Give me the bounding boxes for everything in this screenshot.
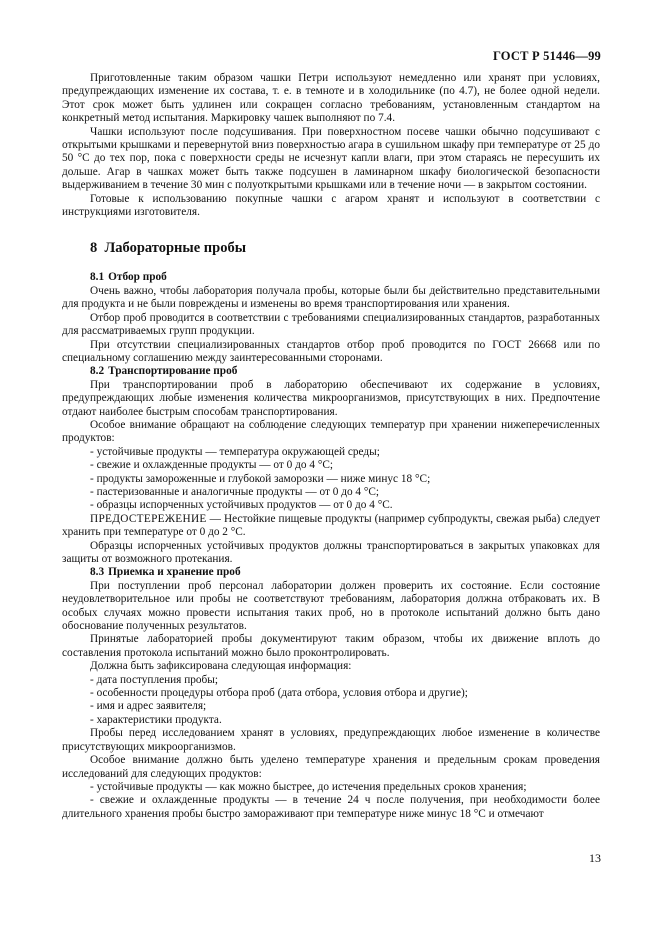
paragraph: Готовые к использованию покупные чашки с агаром хранят и используют в соответствии с инструкциями изготовителя. (62, 192, 600, 219)
warning-paragraph (62, 513, 600, 540)
paragraph: Должна быть зафиксирована следующая информация: (90, 660, 352, 673)
paragraph: При транспортировании проб в лабораторию обеспечивают их содержание в условиях, предупреждающих любые изменения количества микроорганизмов, присутствующих в них. Предпочтение отдают наиболее быстрым способам транспортирования. (62, 378, 600, 418)
subsection-title: Транспортирование проб (108, 365, 238, 378)
subsection-number: 8.1 (90, 271, 105, 284)
subsection-heading-8-1 (62, 271, 600, 284)
paragraph: Очень важно, чтобы лаборатория получала пробы, которые были бы действительно представительными для продукта и не были повреждены и изменены во время транспортирования или хранения. (62, 284, 600, 311)
subsection-number: 8.3 (90, 566, 105, 579)
list-item: - имя и адрес заявителя; (90, 700, 207, 713)
list-item: - образцы испорченных устойчивых продуктов — от 0 до 4 °С. (90, 499, 393, 512)
list-item: - пастеризованные и аналогичные продукты — от 0 до 4 °С; (90, 485, 380, 498)
paragraph: Отбор проб проводится в соответствии с требованиями специализированных стандартов, разработанных для рассматриваемых групп продукции. (62, 311, 600, 338)
list-item: - свежие и охлажденные продукты — от 0 до 4 °С; (90, 459, 334, 472)
subsection-heading-8-3 (62, 566, 600, 579)
paragraph: Особое внимание должно быть уделено температуре хранения и предельным срокам проведения исследований для следующих продуктов: (62, 754, 600, 780)
list-item: - характеристики продукта. (90, 713, 222, 726)
paragraph: При отсутствии специализированных стандартов отбор проб проводится по ГОСТ 26668 или по специальному соглашению между заинтересованными сторонами. (62, 338, 600, 364)
list-item: - дата поступления пробы; (90, 673, 219, 686)
paragraph: Образцы испорченных устойчивых продуктов должны транспортироваться в закрытых упаковках для защиты от возможного протекания. (62, 539, 600, 565)
paragraph: При поступлении проб персонал лаборатории должен проверить их состояние. Если состояние неудовлетворительное или пробы не соответствуют требованиям, лаборатория должна отбраковать их. В особых случаях можно провести испытания таких проб, но в протоколе испытаний должно быть дано обоснование полученных результатов. (62, 579, 600, 633)
standard-header: ГОСТ Р 51446—99 (492, 49, 601, 63)
warning-label: ПРЕДОСТЕРЕЖЕНИЕ (90, 512, 207, 525)
list-item: - свежие и охлажденные продукты — в течение 24 ч после получения, при необходимости более длительного хранения пробы быстро замораживают при температуре ниже минус 18 °С и отмечают (62, 794, 600, 820)
list-item: - особенности процедуры отбора проб (дата отбора, условия отбора и другие); (90, 687, 468, 700)
subsection-number: 8.2 (90, 365, 105, 378)
paragraph: Особое внимание обращают на соблюдение следующих температур при хранении нижеперечисленных продуктов: (62, 418, 600, 445)
subsection-title: Отбор проб (108, 271, 167, 284)
section-number: 8 (90, 240, 98, 257)
document-body (62, 72, 600, 821)
paragraph: Принятые лабораторией пробы документируют таким образом, чтобы их движение вплоть до составления протокола испытаний можно было проконтролировать. (62, 633, 600, 659)
section-title: Лабораторные пробы (104, 240, 247, 257)
paragraph: Приготовленные таким образом чашки Петри используют немедленно или хранят при условиях, предупреждающих изменение их состава, т. е. в темноте и в холодильнике (по 4.7), не более одной недели. Этот срок может быть удлинен или сокращен согласно требованиям, установленным стандартом на конкретный метод испытания. Маркировку чашек выполняют по 7.4. (62, 72, 600, 125)
list-item: - устойчивые продукты — как можно быстрее, до истечения предельных сроков хранения; (90, 780, 527, 793)
subsection-title: Приемка и хранение проб (108, 566, 241, 579)
warning-text: — Нестойкие пищевые продукты (например субпродукты, свежая рыба) следует хранить при температуре от 0 до 2 °С. (62, 512, 600, 539)
subsection-heading-8-2 (62, 365, 600, 378)
page-number: 13 (589, 851, 601, 865)
paragraph: Чашки используют после подсушивания. При поверхностном посеве чашки обычно подсушивают с открытыми крышками и перевернутой вниз поверхностью агара в сушильном шкафу при температуре от 25 до 50 °С до тех пор, пока с поверхности среды не исчезнут капли влаги, при этом стараясь не пересушить их дольше. Агар в чашках может быть также подсушен в ламинарном шкафу биологической безопасности выдерживанием в течение 30 мин с полуоткрытыми крышками или в течение ночи — в закрытом состоянии. (62, 125, 600, 192)
list-item: - продукты замороженные и глубокой заморозки — ниже минус 18 °С; (90, 472, 431, 485)
paragraph: Пробы перед исследованием хранят в условиях, предупреждающих любое изменение в количестве присутствующих микроорганизмов. (62, 727, 600, 753)
section-heading (62, 239, 600, 257)
list-item: - устойчивые продукты — температура окружающей среды; (90, 445, 380, 458)
